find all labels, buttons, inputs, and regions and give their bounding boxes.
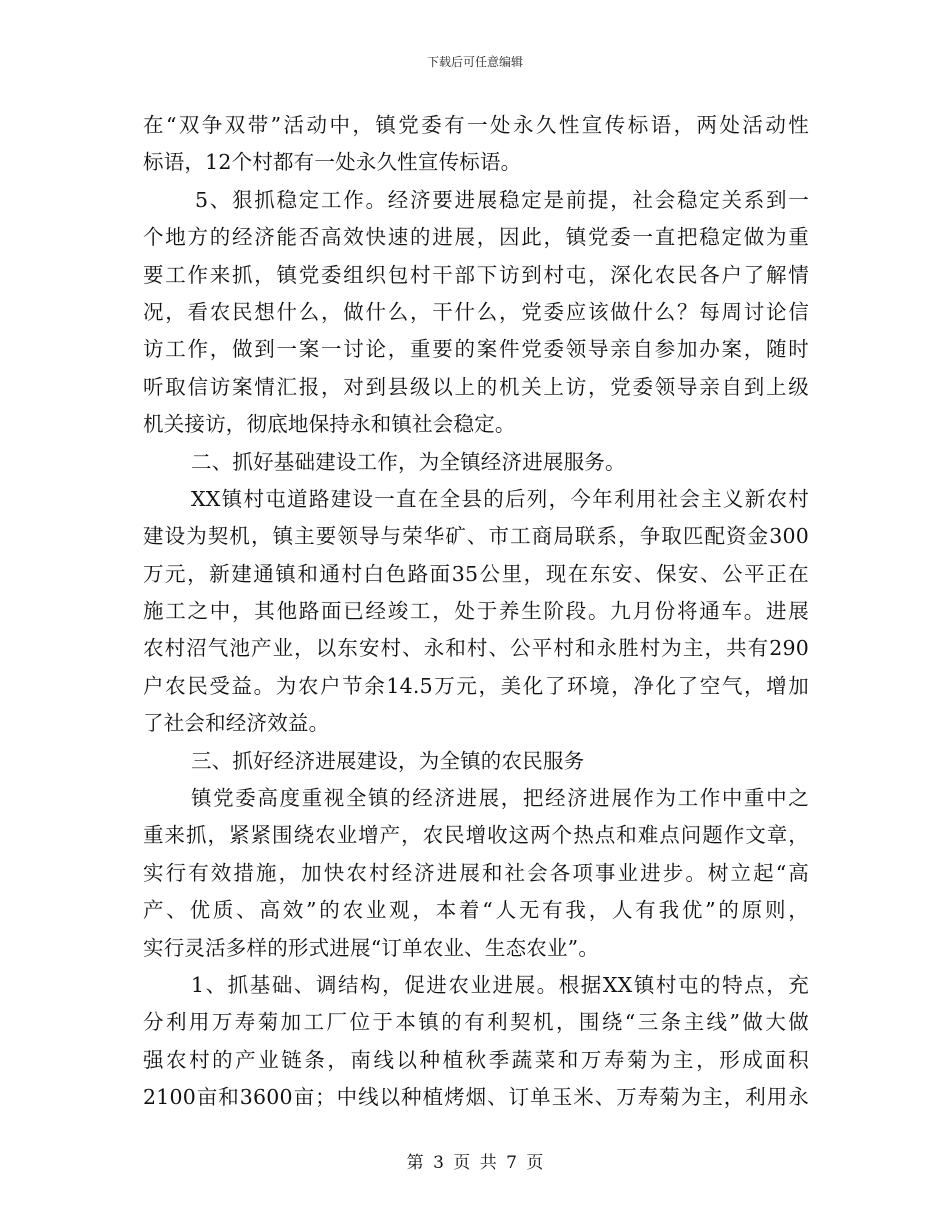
paragraph-line: 5、狠抓稳定工作。经济要进展稳定是前提，社会稳定关系到一 xyxy=(195,187,809,212)
paragraph-line: 实行有效措施，加快农村经济进展和社会各项事业进步。树立起“高 xyxy=(143,860,809,885)
paragraph-line: 机关接访，彻底地保持永和镇社会稳定。 xyxy=(143,412,516,437)
paragraph-line: 1、抓基础、调结构，促进农业进展。根据XX镇村屯的特点，充 xyxy=(191,972,809,997)
paragraph-line: 了社会和经济效益。 xyxy=(143,711,330,736)
paragraph-line: 访工作，做到一案一讨论，重要的案件党委领导亲自参加办案，随时 xyxy=(143,337,809,362)
page-footer: 第 3 页 共 7 页 xyxy=(406,1153,544,1173)
paragraph-line: 2100亩和3600亩；中线以种植烤烟、订单玉米、万寿菊为主，利用永 xyxy=(143,1085,809,1110)
paragraph-line: 况，看农民想什么，做什么，干什么，党委应该做什么？每周讨论信 xyxy=(143,299,809,324)
paragraph-line: 分利用万寿菊加工厂位于本镇的有利契机，围绕“三条主线”做大做 xyxy=(143,1010,809,1035)
paragraph-line: 实行灵活多样的形式进展“订单农业、生态农业”。 xyxy=(143,935,600,960)
paragraph-line: 施工之中，其他路面已经竣工，处于养生阶段。九月份将通车。进展 xyxy=(143,599,809,624)
page-header: 下载后可任意编辑 xyxy=(426,55,523,69)
paragraph-line: XX镇村屯道路建设一直在全县的后列，今年利用社会主义新农村 xyxy=(191,486,809,511)
paragraph-line: 要工作来抓，镇党委组织包村干部下访到村屯，深化农民各户了解情 xyxy=(143,262,809,287)
paragraph-line: 镇党委高度重视全镇的经济进展，把经济进展作为工作中重中之 xyxy=(191,786,809,811)
section-heading: 三、抓好经济进展建设，为全镇的农民服务 xyxy=(191,748,585,773)
paragraph-line: 户农民受益。为农户节余14.5万元，美化了环境，净化了空气，增加 xyxy=(143,673,809,698)
paragraph-line: 听取信访案情汇报，对到县级以上的机关上访，党委领导亲自到上级 xyxy=(143,374,809,399)
paragraph-line: 重来抓，紧紧围绕农业增产，农民增收这两个热点和难点问题作文章， xyxy=(143,823,809,848)
paragraph-line: 万元，新建通镇和通村白色路面35公里，现在东安、保安、公平正在 xyxy=(143,561,809,586)
paragraph-line: 在“双争双带”活动中，镇党委有一处永久性宣传标语，两处活动性 xyxy=(143,113,809,137)
paragraph-line: 标语，12个村都有一处永久性宣传标语。 xyxy=(143,150,522,175)
paragraph-line: 建设为契机，镇主要领导与荣华矿、市工商局联系，争取匹配资金300 xyxy=(143,524,809,549)
document-body xyxy=(143,107,809,1117)
section-heading: 二、抓好基础建设工作，为全镇经济进展服务。 xyxy=(191,449,626,474)
paragraph-line: 农村沼气池产业，以东安村、永和村、公平村和永胜村为主，共有290 xyxy=(143,636,809,661)
paragraph-line: 个地方的经济能否高效快速的进展，因此，镇党委一直把稳定做为重 xyxy=(143,225,809,250)
paragraph-line: 强农村的产业链条，南线以种植秋季蔬菜和万寿菊为主，形成面积 xyxy=(143,1047,809,1072)
paragraph-line: 产、优质、高效”的农业观，本着“人无有我，人有我优”的原则， xyxy=(143,898,809,923)
